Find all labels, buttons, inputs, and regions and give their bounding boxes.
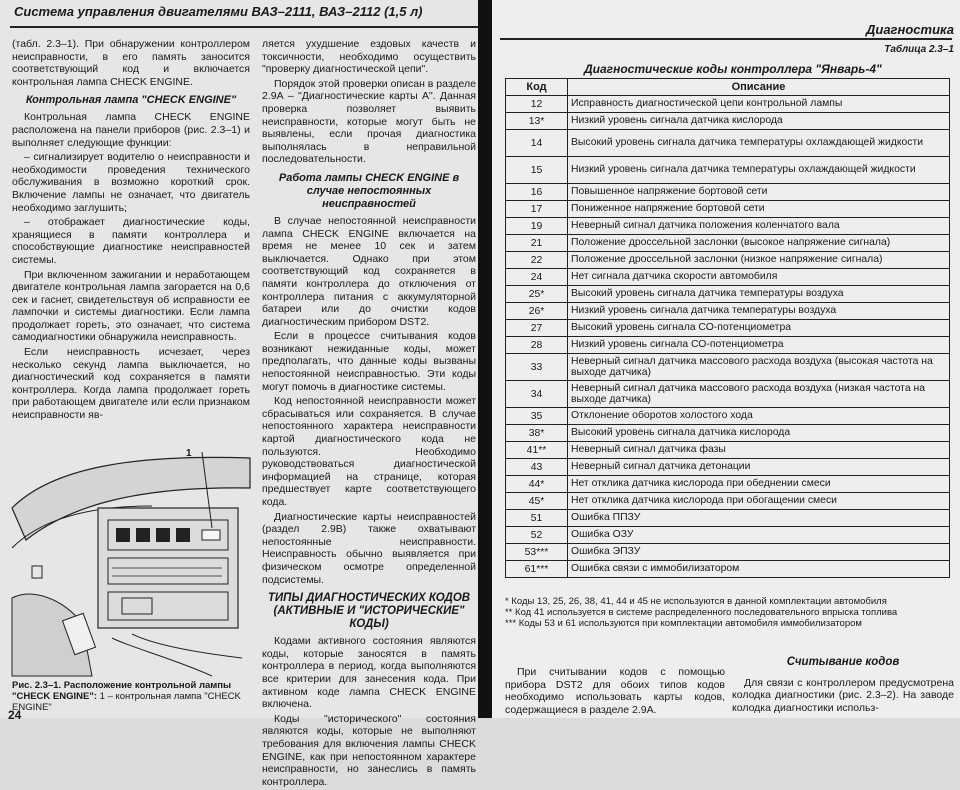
description-cell: Пониженное напряжение бортовой сети xyxy=(568,201,950,218)
paragraph: (табл. 2.3–1). При обнаружении контроллером неисправности, в его память заносится соответствующий код и включается контрольная лампа CHECK ENGINE. xyxy=(12,38,250,88)
code-cell: 21 xyxy=(506,235,568,252)
table-row xyxy=(506,235,950,252)
table-row xyxy=(506,252,950,269)
paragraph: Код непостоянной неисправности может сбрасываться или сохраняется. В случае непостоянного характера неисправности картой диагностического кода не пользуются. Необходимо руководствоваться диагностической информацией на странице, которая предшествует карте соответствующего кода. xyxy=(262,395,476,508)
code-cell: 27 xyxy=(506,320,568,337)
table-title: Диагностические коды контроллера "Январь-4" xyxy=(584,62,882,76)
paragraph: При считывании кодов с помощью прибора DST2 для обоих типов кодов необходимо использовать карты кодов, содержащиеся в разделе 2.9А. xyxy=(505,666,725,716)
book-spine xyxy=(478,0,492,718)
paragraph: В случае непостоянной неисправности лампа CHECK ENGINE включается на время не менее 10 сек и затем выключается. Однако при этом соответствующий код сохраняется в памяти контроллера до отключения от контроллера питания с аккумуляторной батареи или до очистки кодов диагностическим прибором DST2. xyxy=(262,214,476,328)
description-cell: Высокий уровень сигнала датчика температуры охлаждающей жидкости xyxy=(568,130,950,157)
table-row xyxy=(506,544,950,561)
description-cell: Положение дроссельной заслонки (высокое напряжение сигнала) xyxy=(568,235,950,252)
table-row xyxy=(506,130,950,157)
paragraph: Кодами активного состояния являются коды, которые заносятся в память контроллера в период, когда выполняются все критерии для занесения кода. При активном коде лампа CHECK ENGINE включена. xyxy=(262,635,476,711)
section-heading: Работа лампы CHECK ENGINE в случае непостоянных неисправностей xyxy=(278,171,460,210)
figure-caption xyxy=(12,680,252,713)
dashboard-illustration xyxy=(12,448,250,676)
left-column-2 xyxy=(262,38,476,790)
code-cell: 43 xyxy=(506,459,568,476)
description-cell: Низкий уровень сигнала датчика температуры воздуха xyxy=(568,303,950,320)
table-row xyxy=(506,425,950,442)
description-cell: Низкий уровень сигнала СО-потенциометра xyxy=(568,337,950,354)
table-row xyxy=(506,113,950,130)
left-running-header: Система управления двигателями ВАЗ–2111, ВАЗ–2112 (1,5 л) xyxy=(14,4,423,19)
table-row xyxy=(506,408,950,425)
description-cell: Ошибка ЭПЗУ xyxy=(568,544,950,561)
footnote: *** Коды 53 и 61 используются при комплектации автомобиля иммобилизатором xyxy=(505,618,862,629)
table-row xyxy=(506,269,950,286)
description-cell: Высокий уровень сигнала датчика температуры воздуха xyxy=(568,286,950,303)
code-cell: 17 xyxy=(506,201,568,218)
column-header-code: Код xyxy=(506,79,568,96)
description-cell: Неверный сигнал датчика детонации xyxy=(568,459,950,476)
figure-callout-number: 1 xyxy=(186,448,192,459)
footnote: ** Код 41 используется в системе распределенного последовательного впрыска топлива xyxy=(505,607,898,618)
table-row xyxy=(506,476,950,493)
code-cell: 14 xyxy=(506,130,568,157)
paragraph: Контрольная лампа CHECK ENGINE расположена на панели приборов (рис. 2.3–1) и выполняет следующие функции: xyxy=(12,111,250,149)
right-page xyxy=(492,0,960,718)
description-cell: Неверный сигнал датчика массового расхода воздуха (низкая частота на выходе датчика) xyxy=(568,381,950,408)
code-cell: 45* xyxy=(506,493,568,510)
table-row xyxy=(506,96,950,113)
table-row xyxy=(506,442,950,459)
table-row xyxy=(506,527,950,544)
code-cell: 22 xyxy=(506,252,568,269)
bottom-left-text xyxy=(505,666,725,716)
right-running-header: Диагностика xyxy=(866,22,954,37)
column-header-description: Описание xyxy=(568,79,950,96)
table-body xyxy=(506,96,950,578)
description-cell: Ошибка связи с иммобилизатором xyxy=(568,561,950,578)
diagnostic-codes-table xyxy=(505,78,950,578)
description-cell: Нет отклика датчика кислорода при обогащении смеси xyxy=(568,493,950,510)
code-cell: 53*** xyxy=(506,544,568,561)
description-cell: Неверный сигнал датчика фазы xyxy=(568,442,950,459)
code-cell: 13* xyxy=(506,113,568,130)
description-cell: Высокий уровень сигнала СО-потенциометра xyxy=(568,320,950,337)
description-cell: Ошибка ППЗУ xyxy=(568,510,950,527)
table-row xyxy=(506,337,950,354)
code-cell: 12 xyxy=(506,96,568,113)
code-cell: 26* xyxy=(506,303,568,320)
table-row xyxy=(506,381,950,408)
description-cell: Отклонение оборотов холостого хода xyxy=(568,408,950,425)
section-heading: Считывание кодов xyxy=(786,656,900,668)
table-row xyxy=(506,561,950,578)
code-cell: 51 xyxy=(506,510,568,527)
paragraph: Для связи с контроллером предусмотрена колодка диагностики (рис. 2.3–2). На заводе колодка диагностики использ- xyxy=(732,676,954,714)
description-cell: Нет отклика датчика кислорода при обеднении смеси xyxy=(568,476,950,493)
code-cell: 15 xyxy=(506,157,568,184)
paragraph: Диагностические карты неисправностей (раздел 2.9В) также охватывают непостоянные неисправности. Неисправность обычно выявляется при физическом осмотре определенной подсистемы. xyxy=(262,510,476,586)
description-cell: Низкий уровень сигнала датчика кислорода xyxy=(568,113,950,130)
description-cell: Низкий уровень сигнала датчика температуры охлаждающей жидкости xyxy=(568,157,950,184)
paragraph: – отображает диагностические коды, хранящиеся в памяти контроллера и способствующие диагностике неисправностей системы. xyxy=(12,216,250,266)
code-cell: 52 xyxy=(506,527,568,544)
code-cell: 44* xyxy=(506,476,568,493)
paragraph: При включенном зажигании и неработающем двигателе контрольная лампа загорается на 0,6 сек и гаснет, свидетельствуя об исправности ее лампочки и системы диагностики. Если лампа продолжает гореть, это означает, что система самодиагностики обнаружила неисправность. xyxy=(12,268,250,344)
paragraph: Если в процессе считывания кодов возникают нежиданные коды, может предполагать, что данные коды вызваны непостоянной неисправностью. Эти коды могут помочь в диагностике системы. xyxy=(262,330,476,393)
paragraph: – сигнализирует водителю о неисправности и необходимости проведения технического обслуживания в возможно короткий срок. Включение лампы не означает, что двигатель необходимо заглушить; xyxy=(12,151,250,214)
section-heading: ТИПЫ ДИАГНОСТИЧЕСКИХ КОДОВ (АКТИВНЫЕ И "ИСТОРИЧЕСКИЕ" КОДЫ) xyxy=(267,592,471,631)
code-cell: 25* xyxy=(506,286,568,303)
code-cell: 61*** xyxy=(506,561,568,578)
header-rule xyxy=(10,26,478,28)
table-row xyxy=(506,354,950,381)
code-cell: 41** xyxy=(506,442,568,459)
code-cell: 28 xyxy=(506,337,568,354)
table-row xyxy=(506,303,950,320)
code-cell: 19 xyxy=(506,218,568,235)
table-row xyxy=(506,286,950,303)
code-cell: 34 xyxy=(506,381,568,408)
table-row xyxy=(506,218,950,235)
code-cell: 38* xyxy=(506,425,568,442)
paragraph: Если неисправность исчезает, через несколько секунд лампа выключается, но диагностический код сохраняется в памяти контроллера. Когда лампа продолжает гореть при работающем двигателе или если признаком неисправности яв- xyxy=(12,346,250,422)
table-row xyxy=(506,459,950,476)
code-cell: 16 xyxy=(506,184,568,201)
table-row xyxy=(506,510,950,527)
table-row xyxy=(506,201,950,218)
description-cell: Высокий уровень сигнала датчика кислорода xyxy=(568,425,950,442)
table-footnotes xyxy=(505,596,950,629)
header-rule xyxy=(500,38,952,40)
description-cell: Положение дроссельной заслонки (низкое напряжение сигнала) xyxy=(568,252,950,269)
left-column-1 xyxy=(12,38,250,424)
description-cell: Повышенное напряжение бортовой сети xyxy=(568,184,950,201)
paragraph: ляется ухудшение ездовых качеств и токсичности, необходимо осуществить "проверку диагностической цепи". xyxy=(262,38,476,76)
bottom-right-text xyxy=(732,656,954,714)
table-row xyxy=(506,320,950,337)
paragraph: Порядок этой проверки описан в разделе 2.9А – "Диагностические карты А". Данная проверка позволяет выявить неисправности, которые могут быть не выявлены, если прочая диагностика выполнялась в неправильной последовательности. xyxy=(262,77,477,166)
caption-text: 1 – контрольная лампа "CHECK ENGINE" xyxy=(12,691,241,713)
code-cell: 33 xyxy=(506,354,568,381)
code-cell: 24 xyxy=(506,269,568,286)
table-row xyxy=(506,493,950,510)
description-cell: Ошибка ОЗУ xyxy=(568,527,950,544)
section-heading: Контрольная лампа "CHECK ENGINE" xyxy=(25,94,237,107)
table-row xyxy=(506,184,950,201)
page-number: 24 xyxy=(8,708,22,722)
table-number: Таблица 2.3–1 xyxy=(884,44,954,55)
table-row xyxy=(506,157,950,184)
paragraph: Коды "исторического" состояния являются коды, которые не выполняют требования для включения лампы CHECK ENGINE, как при непостоянном характере неисправности, но занеслись в память контроллера. xyxy=(262,712,476,788)
code-cell: 35 xyxy=(506,408,568,425)
description-cell: Нет сигнала датчика скорости автомобиля xyxy=(568,269,950,286)
description-cell: Неверный сигнал датчика массового расхода воздуха (высокая частота на выходе датчика) xyxy=(568,354,950,381)
description-cell: Исправность диагностической цепи контрольной лампы xyxy=(568,96,950,113)
caption-title: Рис. 2.3–1. Расположение контрольной лампы "CHECK ENGINE": xyxy=(12,680,232,702)
description-cell: Неверный сигнал датчика положения коленчатого вала xyxy=(568,218,950,235)
footnote: * Коды 13, 25, 26, 38, 41, 44 и 45 не используются в данной комплектации автомобиля xyxy=(505,596,887,607)
